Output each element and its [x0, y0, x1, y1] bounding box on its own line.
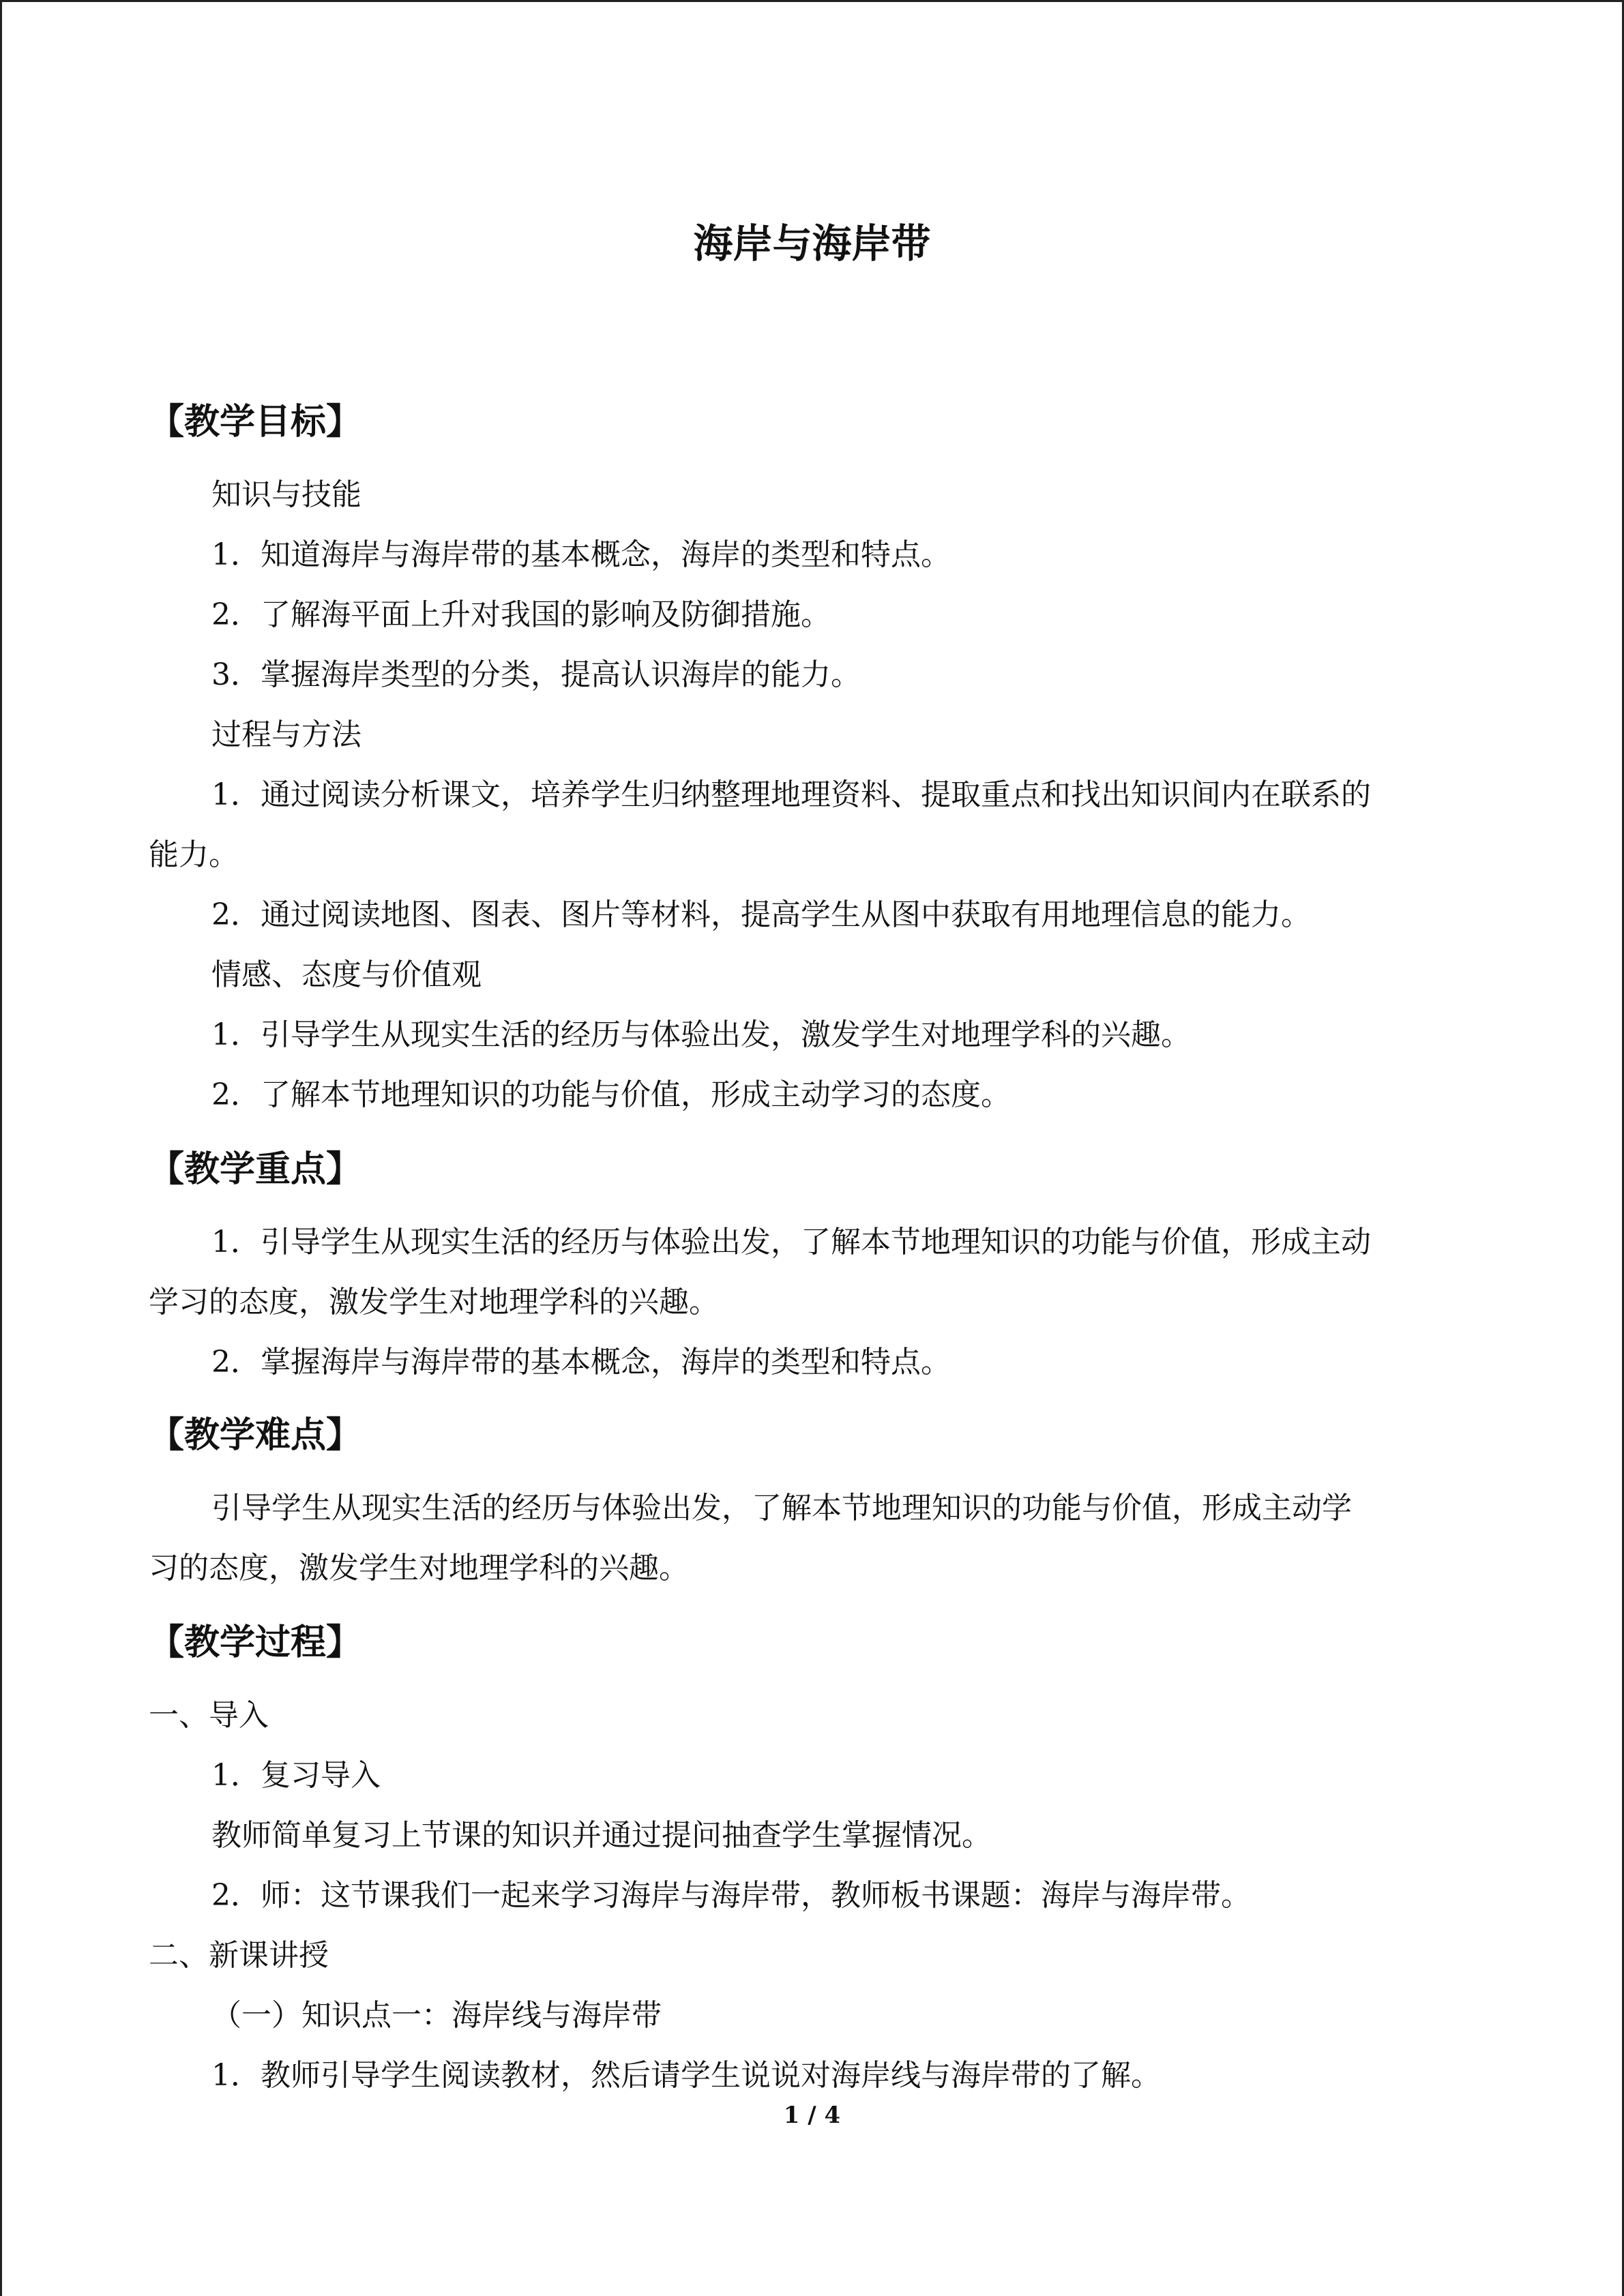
- objectives-knowledge-item: 2．了解海平面上升对我国的影响及防御措施。: [211, 597, 831, 632]
- process-item: 1．教师引导学生阅读教材，然后请学生说说对海岸线与海岸带的了解。: [211, 2058, 1161, 2093]
- process-subsection-title: （一）知识点一：海岸线与海岸带: [211, 1998, 662, 2033]
- page-border-top: [0, 0, 1624, 2]
- objectives-process-item-line: 1．通过阅读分析课文，培养学生归纳整理地理资料、提取重点和找出知识间内在联系的: [211, 777, 1371, 812]
- objectives-process-item: 2．通过阅读地图、图表、图片等材料，提高学生从图中获取有用地理信息的能力。: [211, 897, 1311, 932]
- process-item: 2．师：这节课我们一起来学习海岸与海岸带，教师板书课题：海岸与海岸带。: [211, 1878, 1251, 1913]
- key-points-item-line: 学习的态度，激发学生对地理学科的兴趣。: [149, 1285, 719, 1320]
- heading-difficulties: 【教学难点】: [149, 1415, 362, 1456]
- page-border-left: [0, 0, 2, 2296]
- difficulties-line: 习的态度，激发学生对地理学科的兴趣。: [149, 1551, 689, 1585]
- objectives-knowledge-item: 3．掌握海岸类型的分类，提高认识海岸的能力。: [211, 657, 861, 692]
- key-points-item: 2．掌握海岸与海岸带的基本概念，海岸的类型和特点。: [211, 1345, 951, 1380]
- heading-key-points: 【教学重点】: [149, 1149, 362, 1190]
- objectives-knowledge-item: 1．知道海岸与海岸带的基本概念，海岸的类型和特点。: [211, 537, 951, 572]
- process-part-title: 一、导入: [149, 1698, 269, 1733]
- objectives-emotion-item: 1．引导学生从现实生活的经历与体验出发，激发学生对地理学科的兴趣。: [211, 1017, 1191, 1052]
- objectives-emotion-item: 2．了解本节地理知识的功能与价值，形成主动学习的态度。: [211, 1077, 1011, 1112]
- objectives-emotion-label: 情感、态度与价值观: [211, 957, 482, 992]
- document-title: 海岸与海岸带: [693, 220, 931, 267]
- key-points-item-line: 1．引导学生从现实生活的经历与体验出发，了解本节地理知识的功能与价值，形成主动: [211, 1225, 1371, 1259]
- heading-objectives: 【教学目标】: [149, 402, 362, 443]
- objectives-process-item-line: 能力。: [149, 837, 239, 872]
- page-number: 1 / 4: [783, 2102, 841, 2129]
- process-item-text: 教师简单复习上节课的知识并通过提问抽查学生掌握情况。: [211, 1818, 992, 1853]
- objectives-process-label: 过程与方法: [211, 717, 361, 752]
- difficulties-line: 引导学生从现实生活的经历与体验出发，了解本节地理知识的功能与价值，形成主动学: [211, 1491, 1352, 1525]
- objectives-knowledge-label: 知识与技能: [211, 477, 361, 512]
- process-part-title: 二、新课讲授: [149, 1938, 329, 1973]
- heading-process: 【教学过程】: [149, 1622, 362, 1663]
- process-item: 1．复习导入: [211, 1758, 381, 1793]
